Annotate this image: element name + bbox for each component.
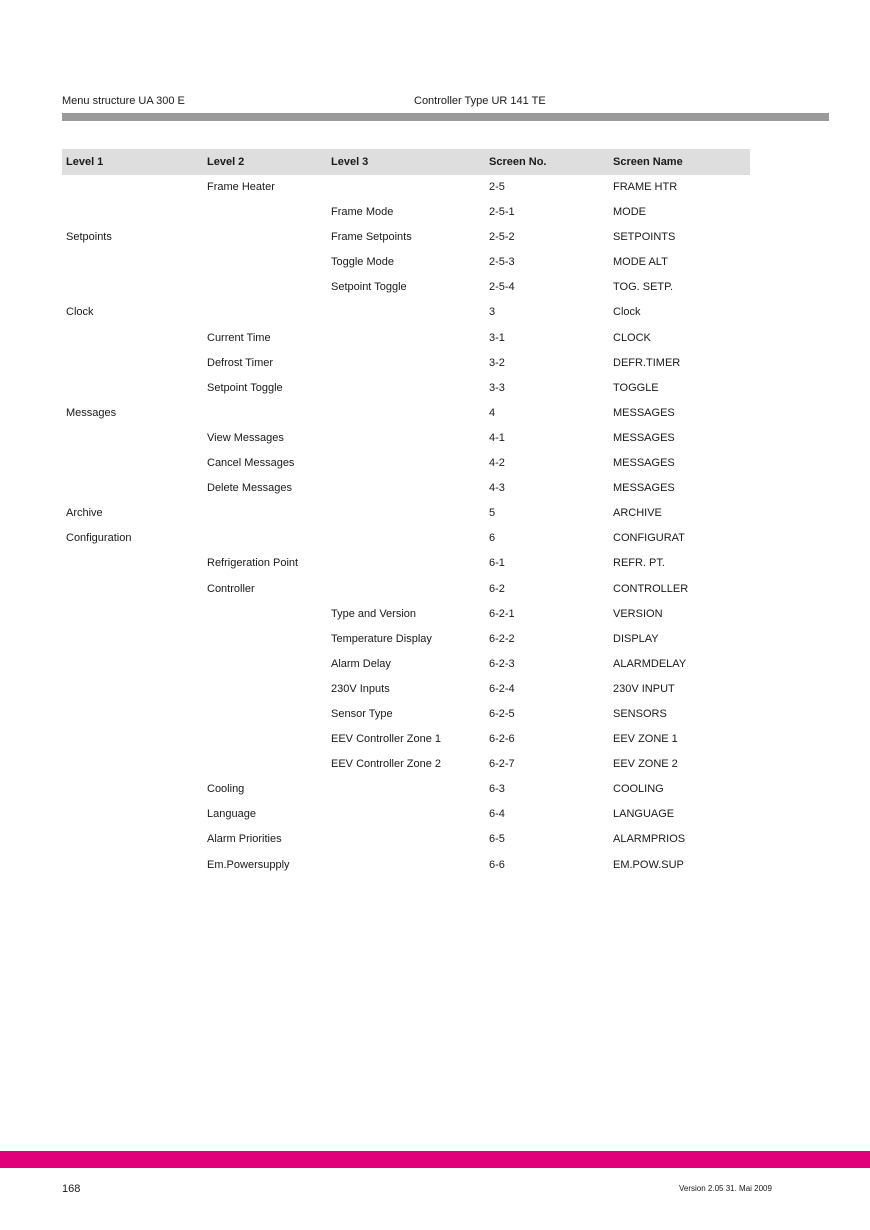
table-row (62, 727, 750, 752)
cell-level-1: Configuration (66, 532, 132, 545)
table-row (62, 451, 750, 476)
cell-level-3: EEV Controller Zone 1 (331, 733, 442, 746)
cell-level-2: View Messages (207, 431, 284, 444)
cell-screen-no: 4-2 (489, 457, 505, 470)
cell-screen-no: 5 (489, 507, 496, 520)
cell-screen-name: TOG. SETP. (613, 281, 674, 294)
table-row (62, 677, 750, 702)
cell-screen-no: 2-5 (489, 181, 505, 193)
cell-screen-name: EEV ZONE 2 (613, 758, 678, 771)
cell-screen-no: 6-2-4 (489, 682, 515, 695)
table-row (62, 326, 750, 351)
cell-screen-name: LANGUAGE (613, 808, 675, 821)
cell-screen-no: 2-5-1 (489, 206, 515, 219)
cell-screen-no: 3-1 (489, 331, 505, 344)
cell-level-2: Refrigeration Point (207, 557, 299, 570)
cell-level-3: Setpoint Toggle (331, 281, 407, 294)
cell-level-3: Alarm Delay (331, 657, 391, 670)
cell-screen-name: ARCHIVE (613, 507, 662, 520)
cell-screen-no: 6-2-1 (489, 607, 515, 620)
cell-screen-no: 2-5-2 (489, 231, 515, 244)
cell-screen-name: MODE ALT (613, 256, 668, 269)
table-row (62, 476, 750, 501)
cell-level-1: Archive (66, 507, 103, 520)
cell-screen-name: Clock (613, 306, 641, 319)
cell-level-2: Defrost Timer (207, 356, 274, 369)
menu-structure-table (62, 149, 750, 878)
cell-screen-no: 4-3 (489, 482, 505, 495)
cell-level-3: Frame Mode (331, 206, 394, 219)
table-row (62, 225, 750, 250)
column-header-level-3: Level 3 (331, 156, 369, 168)
table-row (62, 702, 750, 727)
header-controller-type: Controller Type UR 141 TE (414, 95, 546, 107)
footer-accent-bar (0, 1151, 870, 1168)
header-document-title: Menu structure UA 300 E (62, 95, 185, 107)
cell-screen-no: 6-6 (489, 858, 505, 871)
cell-screen-no: 6-1 (489, 557, 505, 570)
cell-screen-name: FRAME HTR (613, 181, 678, 193)
cell-level-3: EEV Controller Zone 2 (331, 758, 442, 771)
page-number: 168 (62, 1183, 81, 1195)
cell-screen-no: 2-5-3 (489, 256, 515, 269)
cell-screen-no: 6-3 (489, 783, 505, 796)
table-row (62, 300, 750, 325)
table-row (62, 501, 750, 526)
cell-screen-name: EM.POW.SUP (613, 858, 684, 871)
cell-screen-name: VERSION (613, 607, 663, 620)
cell-level-1: Clock (66, 306, 94, 319)
cell-screen-name: MESSAGES (613, 431, 675, 444)
cell-screen-no: 3 (489, 306, 496, 319)
table-row (62, 602, 750, 627)
cell-screen-name: CONTROLLER (613, 582, 689, 595)
cell-screen-no: 6-2 (489, 582, 505, 595)
table-row (62, 551, 750, 576)
cell-screen-name: MESSAGES (613, 482, 675, 495)
cell-level-2: Alarm Priorities (207, 833, 282, 846)
column-header-screen-no: Screen No. (489, 156, 547, 168)
cell-screen-no: 6-4 (489, 808, 505, 821)
cell-level-1: Messages (66, 406, 117, 419)
table-row (62, 526, 750, 551)
cell-level-2: Current Time (207, 331, 271, 344)
table-row (62, 802, 750, 827)
cell-level-2: Frame Heater (207, 181, 275, 193)
table-row (62, 752, 750, 777)
cell-screen-no: 6-2-3 (489, 657, 515, 670)
cell-screen-no: 6-2-5 (489, 707, 515, 720)
cell-screen-name: SETPOINTS (613, 231, 676, 244)
cell-screen-name: REFR. PT. (613, 557, 665, 570)
table-row (62, 250, 750, 275)
cell-screen-no: 6-5 (489, 833, 505, 846)
cell-screen-name: 230V INPUT (613, 682, 675, 695)
cell-screen-name: COOLING (613, 783, 664, 796)
cell-screen-no: 3-3 (489, 381, 505, 394)
cell-screen-name: TOGGLE (613, 381, 659, 394)
table-row (62, 175, 750, 200)
table-row (62, 200, 750, 225)
cell-level-3: Frame Setpoints (331, 231, 412, 244)
cell-screen-name: CLOCK (613, 331, 651, 344)
header-divider (62, 113, 829, 121)
version-date: Version 2.05 31. Mai 2009 (679, 1184, 772, 1193)
cell-screen-no: 6-2-7 (489, 758, 515, 771)
table-row (62, 652, 750, 677)
cell-level-3: Toggle Mode (331, 256, 394, 269)
cell-screen-name: DISPLAY (613, 632, 659, 645)
table-body (62, 175, 750, 878)
cell-screen-no: 6-2-2 (489, 632, 515, 645)
cell-screen-no: 6-2-6 (489, 733, 515, 746)
cell-screen-name: CONFIGURAT (613, 532, 685, 545)
column-header-level-1: Level 1 (66, 156, 104, 168)
cell-level-2: Cancel Messages (207, 457, 295, 470)
table-row (62, 376, 750, 401)
table-row (62, 777, 750, 802)
cell-screen-no: 4 (489, 406, 496, 419)
cell-level-2: Language (207, 808, 256, 821)
cell-screen-no: 4-1 (489, 431, 505, 444)
column-header-screen-name: Screen Name (613, 156, 683, 168)
cell-level-3: Sensor Type (331, 707, 393, 720)
cell-screen-name: DEFR.TIMER (613, 356, 681, 369)
table-row (62, 577, 750, 602)
cell-screen-name: MODE (613, 206, 646, 219)
table-row (62, 401, 750, 426)
cell-level-3: Temperature Display (331, 632, 432, 645)
table-header-row (62, 149, 750, 175)
cell-screen-name: MESSAGES (613, 457, 675, 470)
table-row (62, 853, 750, 878)
table-row (62, 275, 750, 300)
cell-level-2: Controller (207, 582, 255, 595)
cell-level-3: 230V Inputs (331, 682, 390, 695)
column-header-level-2: Level 2 (207, 156, 245, 168)
cell-level-3: Type and Version (331, 607, 417, 620)
cell-screen-name: ALARMPRIOS (613, 833, 686, 846)
table-row (62, 827, 750, 852)
table-row (62, 351, 750, 376)
cell-level-2: Em.Powersupply (207, 858, 290, 871)
cell-screen-name: SENSORS (613, 707, 667, 720)
cell-screen-name: EEV ZONE 1 (613, 733, 678, 746)
table-row (62, 627, 750, 652)
cell-screen-no: 6 (489, 532, 496, 545)
table-row (62, 426, 750, 451)
cell-level-2: Setpoint Toggle (207, 381, 283, 394)
cell-screen-no: 3-2 (489, 356, 505, 369)
cell-level-2: Delete Messages (207, 482, 292, 495)
cell-screen-name: MESSAGES (613, 406, 675, 419)
cell-screen-name: ALARMDELAY (613, 657, 687, 670)
cell-level-1: Setpoints (66, 231, 112, 244)
cell-level-2: Cooling (207, 783, 245, 796)
cell-screen-no: 2-5-4 (489, 281, 515, 294)
